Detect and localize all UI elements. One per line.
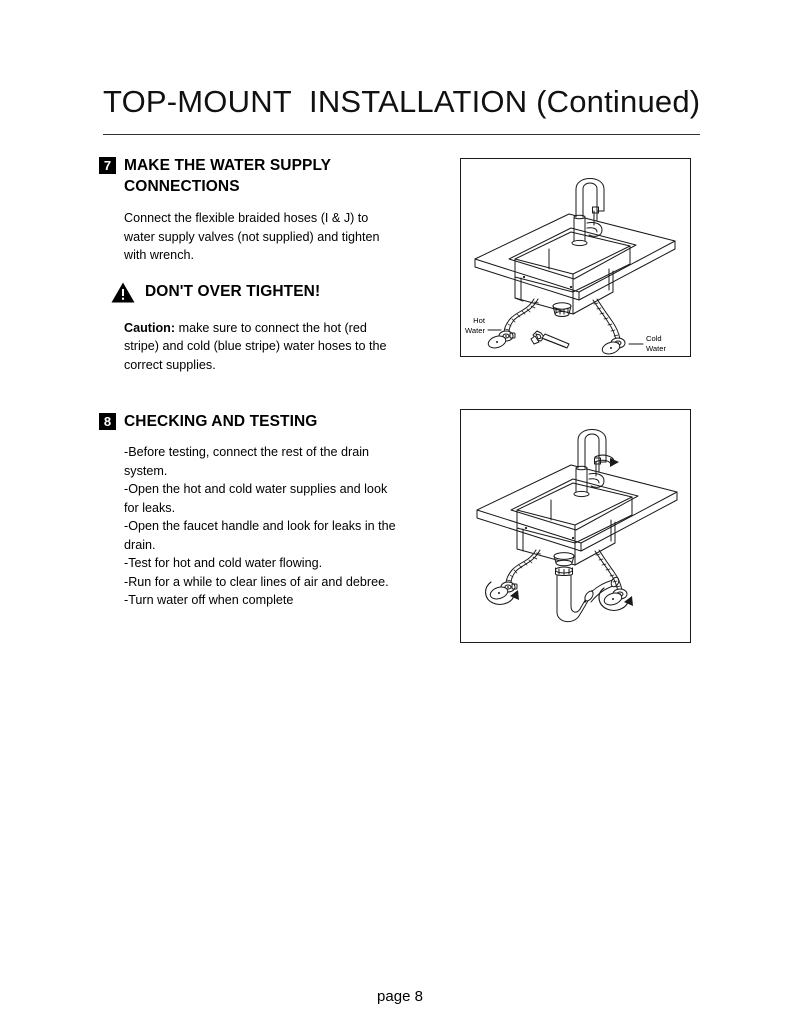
warning-row: [111, 282, 399, 303]
title-divider: [103, 134, 700, 135]
caution-paragraph: [124, 319, 396, 375]
figure1-hot-label-line2: Water: [465, 326, 485, 335]
step-7-block: [99, 155, 399, 374]
checklist-item: -Before testing, connect the rest of the drain system.: [124, 445, 370, 478]
checklist-item: -Run for a while to clear lines of air and debree.: [124, 574, 389, 589]
page-title: TOP-MOUNT INSTALLATION (Continued): [103, 84, 701, 119]
figure-water-supply-connections: [460, 158, 691, 357]
figure-checking-and-testing: [460, 409, 691, 643]
step-8-title: CHECKING AND TESTING: [124, 413, 318, 430]
step-7-instruction: Connect the flexible braided hoses (I & J) to water supply valves (not supplied) and tighten with wrench.: [124, 211, 380, 262]
step-7-number-badge: 7: [99, 157, 116, 174]
caution-label: Caution:: [124, 320, 176, 335]
step-8-number-badge: 8: [99, 413, 116, 430]
step-8-heading: [99, 411, 399, 432]
checklist-item: -Test for hot and cold water flowing.: [124, 556, 323, 570]
step-7-body: [124, 209, 396, 265]
figure1-cold-label-line2: Water: [646, 344, 666, 353]
step-7-heading: [99, 155, 399, 197]
warning-triangle-icon: [111, 282, 135, 303]
step-8-checklist: [124, 443, 399, 610]
caution-text: make sure to connect the hot (red stripe) and cold (blue stripe) water hoses to the correct supplies.: [124, 320, 387, 372]
page-footer: page 8: [377, 988, 423, 1005]
warning-text: DON'T OVER TIGHTEN!: [145, 283, 321, 300]
figure1-cold-label-line1: Cold: [646, 334, 662, 343]
checklist-item: -Open the hot and cold water supplies and look for leaks.: [124, 482, 388, 515]
figure1-hot-label-line1: Hot: [473, 316, 485, 325]
figure-checking-testing-drawing: [461, 410, 689, 641]
checklist-item: -Turn water off when complete: [124, 593, 294, 607]
checklist-item: -Open the faucet handle and look for leaks in the drain.: [124, 519, 396, 552]
step-8-block: [99, 411, 399, 610]
step-7-title: MAKE THE WATER SUPPLY CONNECTIONS: [124, 157, 331, 195]
figure-water-supply-drawing: [461, 159, 689, 355]
